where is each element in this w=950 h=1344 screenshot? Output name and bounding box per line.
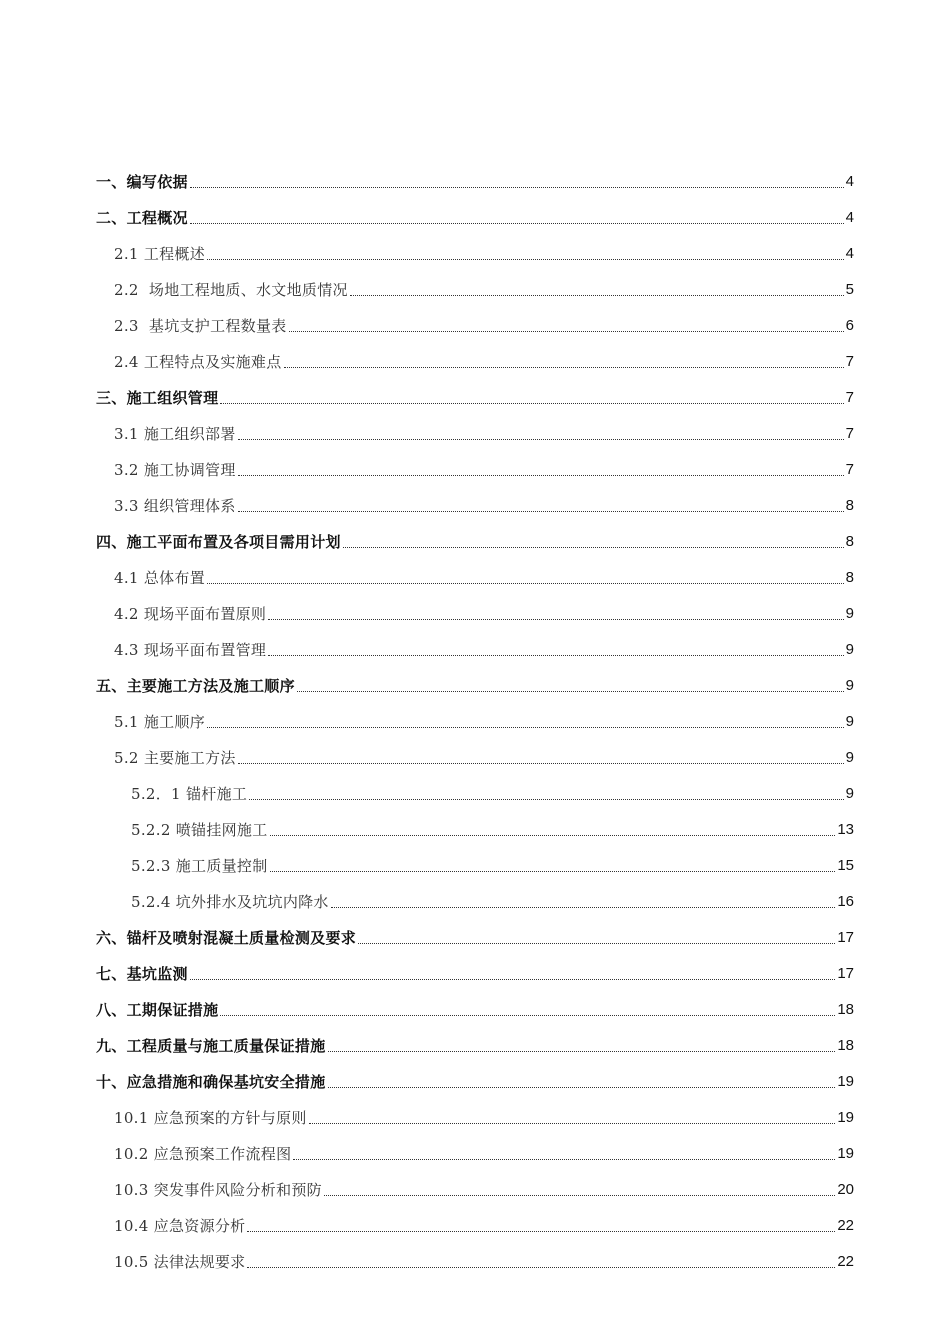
toc-entry[interactable] — [0, 988, 950, 1024]
toc-entry[interactable] — [0, 1240, 950, 1276]
toc-entry-title: 10.1 应急预案的方针与原则 — [114, 1109, 307, 1127]
toc-page-number: 9 — [845, 749, 854, 766]
toc-page-number: 19 — [837, 1073, 854, 1090]
toc-entry[interactable] — [0, 196, 950, 232]
dot-leader — [190, 223, 844, 224]
dot-leader — [220, 1015, 835, 1016]
dot-leader — [207, 259, 844, 260]
toc-page-number: 16 — [837, 893, 854, 910]
dot-leader — [268, 619, 843, 620]
toc-entry-title: 10.5 法律法规要求 — [114, 1253, 246, 1271]
toc-entry-title: 六、锚杆及喷射混凝土质量检测及要求 — [96, 929, 357, 947]
toc-entry-title: 4.3 现场平面布置管理 — [114, 641, 267, 659]
toc-page-number: 22 — [837, 1253, 854, 1270]
toc-page-number: 18 — [837, 1037, 854, 1054]
dot-leader — [190, 979, 836, 980]
toc-entry-title: 2.3 基坑支护工程数量表 — [114, 317, 287, 335]
toc-entry[interactable] — [0, 412, 950, 448]
toc-entry-title: 四、施工平面布置及各项目需用计划 — [96, 533, 341, 551]
dot-leader — [207, 583, 844, 584]
toc-entry-title: 九、工程质量与施工质量保证措施 — [96, 1037, 326, 1055]
toc-entry[interactable] — [0, 592, 950, 628]
toc-page-number: 19 — [837, 1109, 854, 1126]
toc-entry-title: 5.1 施工顺序 — [114, 713, 206, 731]
dot-leader — [324, 1195, 835, 1196]
toc-entry-title: 5.2.4 坑外排水及坑坑内降水 — [131, 893, 329, 911]
dot-leader — [350, 295, 844, 296]
toc-entry-title: 4.1 总体布置 — [114, 569, 206, 587]
dot-leader — [289, 331, 844, 332]
dot-leader — [358, 943, 835, 944]
dot-leader — [293, 1159, 835, 1160]
dot-leader — [270, 871, 836, 872]
dot-leader — [247, 1231, 835, 1232]
toc-entry[interactable] — [0, 664, 950, 700]
toc-page-number: 6 — [845, 317, 854, 334]
toc-entry[interactable] — [0, 772, 950, 808]
toc-page-number: 7 — [845, 461, 854, 478]
toc-page-number: 7 — [845, 425, 854, 442]
toc-entry[interactable] — [0, 484, 950, 520]
toc-entry[interactable] — [0, 952, 950, 988]
dot-leader — [238, 475, 844, 476]
toc-entry-title: 七、基坑监测 — [96, 965, 188, 983]
toc-entry[interactable] — [0, 556, 950, 592]
toc-entry[interactable] — [0, 844, 950, 880]
toc-entry[interactable] — [0, 340, 950, 376]
toc-page-number: 22 — [837, 1217, 854, 1234]
dot-leader — [238, 439, 844, 440]
toc-entry[interactable] — [0, 880, 950, 916]
dot-leader — [331, 907, 836, 908]
dot-leader — [268, 655, 843, 656]
toc-entry-title: 一、编写依据 — [96, 173, 188, 191]
toc-entry[interactable] — [0, 628, 950, 664]
toc-entry-title: 10.2 应急预案工作流程图 — [114, 1145, 292, 1163]
toc-page-number: 13 — [837, 821, 854, 838]
toc-entry-title: 2.1 工程概述 — [114, 245, 206, 263]
toc-entry[interactable] — [0, 916, 950, 952]
toc-entry[interactable] — [0, 376, 950, 412]
toc-page-number: 8 — [845, 533, 854, 550]
toc-entry-title: 10.3 突发事件风险分析和预防 — [114, 1181, 322, 1199]
toc-page-number: 8 — [845, 569, 854, 586]
toc-entry[interactable] — [0, 1096, 950, 1132]
toc-entry[interactable] — [0, 1168, 950, 1204]
toc-entry[interactable] — [0, 448, 950, 484]
toc-page-number: 17 — [837, 929, 854, 946]
toc-entry[interactable] — [0, 160, 950, 196]
dot-leader — [238, 511, 844, 512]
toc-page-number: 20 — [837, 1181, 854, 1198]
toc-entry[interactable] — [0, 736, 950, 772]
dot-leader — [249, 799, 843, 800]
table-of-contents — [0, 160, 950, 1276]
toc-page-number: 4 — [845, 173, 854, 190]
toc-entry-title: 2.2 场地工程地质、水文地质情况 — [114, 281, 348, 299]
toc-entry-title: 三、施工组织管理 — [96, 389, 219, 407]
toc-page-number: 8 — [845, 497, 854, 514]
toc-entry-title: 五、主要施工方法及施工顺序 — [96, 677, 295, 695]
toc-entry[interactable] — [0, 232, 950, 268]
toc-entry[interactable] — [0, 304, 950, 340]
toc-entry-title: 5.2.2 喷锚挂网施工 — [131, 821, 268, 839]
toc-entry[interactable] — [0, 1024, 950, 1060]
dot-leader — [207, 727, 844, 728]
toc-entry-title: 5.2 主要施工方法 — [114, 749, 236, 767]
toc-entry-title: 2.4 工程特点及实施难点 — [114, 353, 282, 371]
toc-entry[interactable] — [0, 1060, 950, 1096]
toc-entry-title: 5.2．1 锚杆施工 — [131, 785, 248, 803]
toc-entry-title: 4.2 现场平面布置原则 — [114, 605, 267, 623]
toc-page-number: 18 — [837, 1001, 854, 1018]
toc-page-number: 7 — [845, 389, 854, 406]
toc-page-number: 15 — [837, 857, 854, 874]
toc-entry-title: 二、工程概况 — [96, 209, 188, 227]
dot-leader — [247, 1267, 835, 1268]
toc-entry-title: 十、应急措施和确保基坑安全措施 — [96, 1073, 326, 1091]
toc-page-number: 9 — [845, 713, 854, 730]
toc-entry[interactable] — [0, 268, 950, 304]
toc-entry-title: 10.4 应急资源分析 — [114, 1217, 246, 1235]
toc-page-number: 7 — [845, 353, 854, 370]
toc-page-number: 9 — [845, 641, 854, 658]
toc-entry[interactable] — [0, 520, 950, 556]
toc-entry-title: 3.1 施工组织部署 — [114, 425, 236, 443]
toc-entry[interactable] — [0, 1204, 950, 1240]
dot-leader — [284, 367, 844, 368]
dot-leader — [220, 403, 843, 404]
toc-page-number: 19 — [837, 1145, 854, 1162]
toc-page-number: 4 — [845, 209, 854, 226]
toc-page-number: 9 — [845, 785, 854, 802]
toc-entry[interactable] — [0, 1132, 950, 1168]
dot-leader — [309, 1123, 836, 1124]
dot-leader — [328, 1087, 836, 1088]
toc-page-number: 5 — [845, 281, 854, 298]
dot-leader — [238, 763, 844, 764]
toc-page-number: 9 — [845, 677, 854, 694]
toc-page-number: 9 — [845, 605, 854, 622]
toc-page-number: 17 — [837, 965, 854, 982]
dot-leader — [190, 187, 844, 188]
toc-entry[interactable] — [0, 808, 950, 844]
toc-entry-title: 3.3 组织管理体系 — [114, 497, 236, 515]
dot-leader — [343, 547, 844, 548]
toc-page-number: 4 — [845, 245, 854, 262]
dot-leader — [297, 691, 844, 692]
toc-entry-title: 5.2.3 施工质量控制 — [131, 857, 268, 875]
dot-leader — [270, 835, 836, 836]
dot-leader — [328, 1051, 836, 1052]
toc-entry[interactable] — [0, 700, 950, 736]
toc-entry-title: 3.2 施工协调管理 — [114, 461, 236, 479]
toc-entry-title: 八、工期保证措施 — [96, 1001, 219, 1019]
